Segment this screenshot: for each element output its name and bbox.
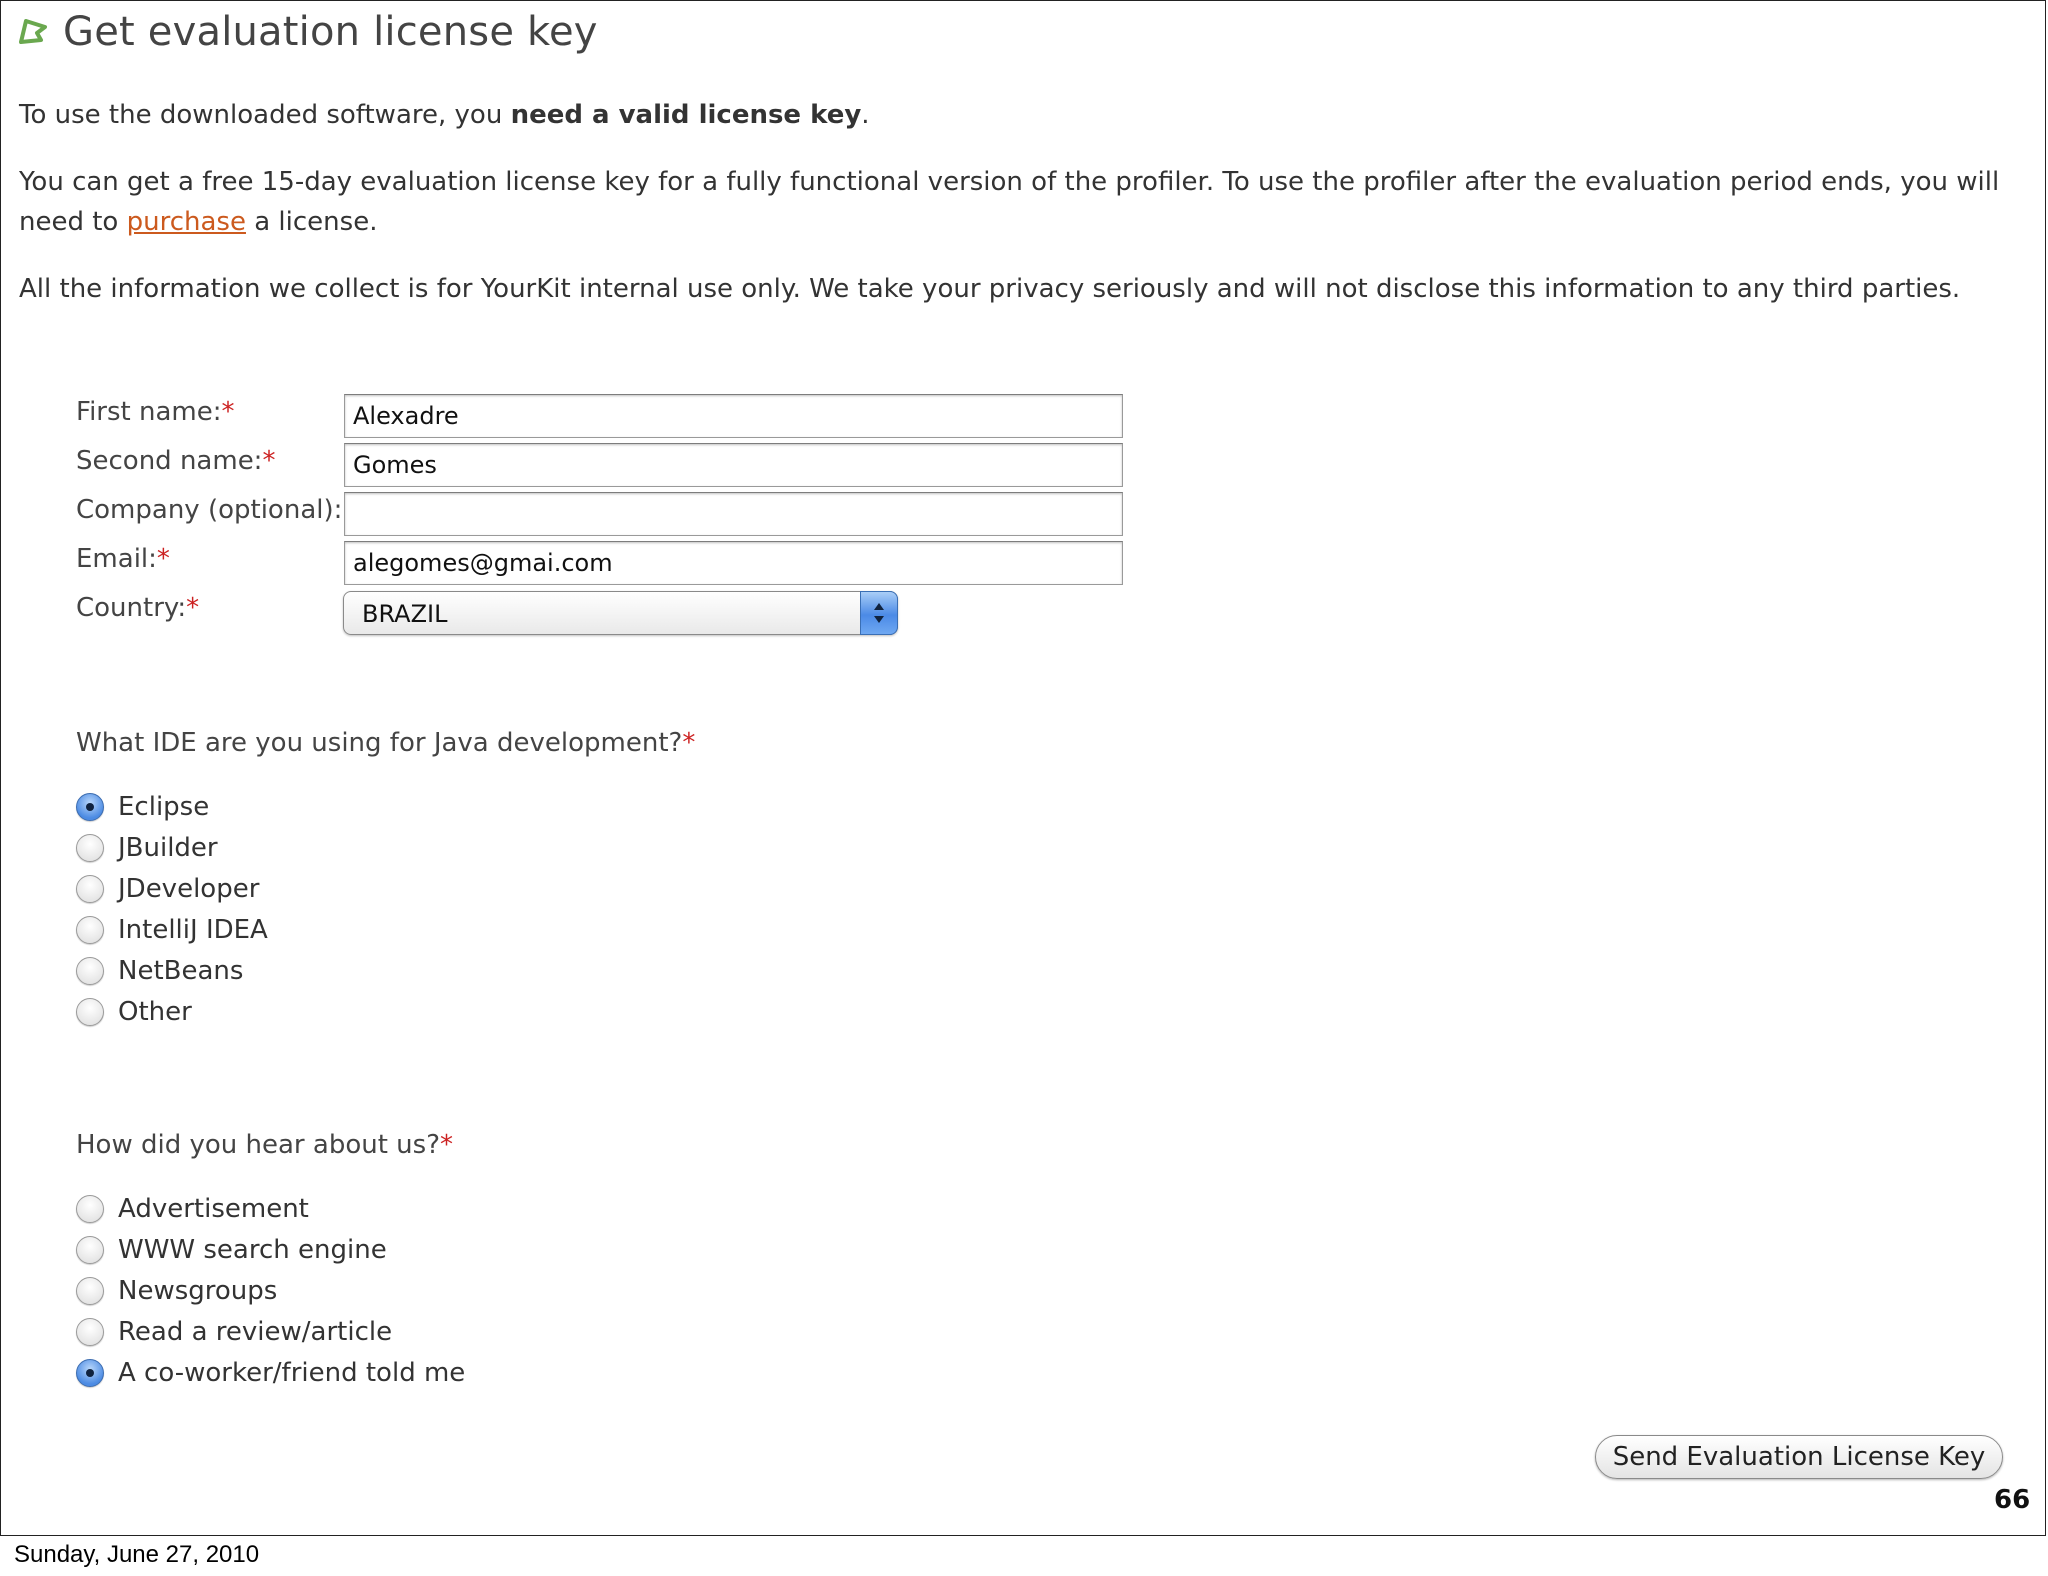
required-marker: *: [221, 397, 235, 427]
ide-option-netbeans[interactable]: NetBeans: [76, 956, 243, 986]
company-label: Company (optional):: [76, 495, 343, 525]
hear-question: How did you hear about us?*: [76, 1130, 453, 1160]
email-label: Email:*: [76, 544, 170, 574]
hear-option-search-engine[interactable]: WWW search engine: [76, 1235, 387, 1265]
first-name-field[interactable]: [344, 394, 1123, 438]
intro-text: To use the downloaded software, you need a valid license key.: [19, 100, 870, 130]
radio-button-icon[interactable]: [76, 1195, 104, 1223]
page-header: [17, 9, 598, 55]
hear-option-newsgroups[interactable]: Newsgroups: [76, 1276, 277, 1306]
ide-question: What IDE are you using for Java development?*: [76, 728, 696, 758]
country-select[interactable]: [343, 591, 898, 635]
radio-button-icon[interactable]: [76, 793, 104, 821]
ide-option-intellij-idea[interactable]: IntelliJ IDEA: [76, 915, 268, 945]
privacy-text: All the information we collect is for YourKit internal use only. We take your privacy seriously and will not disclose this information to any third parties.: [19, 274, 1961, 304]
radio-button-icon[interactable]: [76, 1318, 104, 1346]
first-name-label: First name:*: [76, 397, 235, 427]
required-marker: *: [262, 446, 276, 476]
radio-button-icon[interactable]: [76, 957, 104, 985]
hear-option-advertisement[interactable]: Advertisement: [76, 1194, 309, 1224]
ide-option-jbuilder[interactable]: JBuilder: [76, 833, 218, 863]
country-label: Country:*: [76, 593, 200, 623]
email-field[interactable]: [344, 541, 1123, 585]
radio-button-icon[interactable]: [76, 998, 104, 1026]
select-arrows-icon: [860, 591, 898, 635]
evaluation-text: You can get a free 15-day evaluation license key for a fully functional version of the profiler. To use the profiler after the evaluation period ends, you will need to purchase a license.: [19, 167, 2000, 237]
required-marker: *: [682, 728, 696, 758]
send-evaluation-key-button[interactable]: Send Evaluation License Key: [1595, 1435, 2003, 1479]
country-select-value: BRAZIL: [362, 600, 448, 628]
required-marker: *: [186, 593, 200, 623]
required-marker: *: [440, 1130, 453, 1160]
radio-button-icon[interactable]: [76, 916, 104, 944]
yourkit-logo-icon: [17, 16, 49, 48]
radio-button-icon[interactable]: [76, 834, 104, 862]
hear-option-coworker-friend[interactable]: A co-worker/friend told me: [76, 1358, 465, 1388]
required-marker: *: [156, 544, 170, 574]
slide-number: 66: [1994, 1485, 2031, 1515]
radio-button-icon[interactable]: [76, 875, 104, 903]
radio-button-icon[interactable]: [76, 1236, 104, 1264]
second-name-field[interactable]: [344, 443, 1123, 487]
ide-option-other[interactable]: Other: [76, 997, 192, 1027]
purchase-link[interactable]: purchase: [126, 207, 246, 237]
radio-button-icon[interactable]: [76, 1359, 104, 1387]
ide-option-eclipse[interactable]: Eclipse: [76, 792, 209, 822]
second-name-label: Second name:*: [76, 446, 276, 476]
company-field[interactable]: [344, 492, 1123, 536]
footer-date: Sunday, June 27, 2010: [14, 1541, 260, 1568]
page-title: Get evaluation license key: [63, 9, 598, 55]
radio-button-icon[interactable]: [76, 1277, 104, 1305]
hear-option-review-article[interactable]: Read a review/article: [76, 1317, 392, 1347]
ide-option-jdeveloper[interactable]: JDeveloper: [76, 874, 259, 904]
intro-bold-text: need a valid license key: [510, 100, 862, 130]
